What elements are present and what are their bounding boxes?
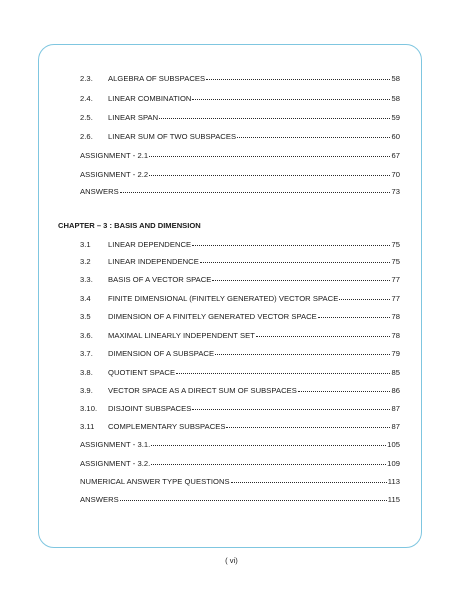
toc-entry[interactable] [80,439,400,451]
toc-entry-title: FINITE DIMENSIONAL (FINITELY GENERATED) VECTOR SPACE [108,294,339,303]
toc-entry-number: 3.2 [80,257,91,266]
dot-leader [339,299,390,300]
toc-entry[interactable] [80,330,400,342]
toc-entry-page: 85 [391,368,400,377]
toc-entry-page: 75 [391,257,400,266]
toc-entry-title: DISJOINT SUBSPACES [108,404,192,413]
toc-entry-title: DIMENSION OF A FINITELY GENERATED VECTOR SPACE [108,312,317,321]
toc-entry-page: 70 [391,170,400,179]
dot-leader [298,391,391,392]
dot-leader [200,262,391,263]
dot-leader [256,336,391,337]
toc-entry-title: ASSIGNMENT - 2.1 [80,151,149,160]
toc-entry-page: 105 [387,440,400,449]
toc-entry[interactable] [80,73,400,85]
dot-leader [192,99,390,100]
toc-entry-page: 58 [391,74,400,83]
dot-leader [192,409,390,410]
toc-entry[interactable] [80,311,400,323]
dot-leader [215,354,390,355]
dot-leader [176,373,390,374]
toc-entry[interactable] [80,169,400,181]
toc-entry-page: 87 [391,404,400,413]
toc-entry-number: 3.3. [80,275,93,284]
dot-leader [318,317,391,318]
toc-entry-title: MAXIMAL LINEARLY INDEPENDENT SET [108,331,255,340]
toc-entry[interactable] [80,458,400,470]
toc-entry-page: 87 [391,422,400,431]
toc-entry-number: 3.11 [80,422,95,431]
dot-leader [192,245,390,246]
dot-leader [149,175,390,176]
toc-entry[interactable] [80,112,400,124]
dot-leader [231,482,387,483]
toc-entry-page: 109 [387,459,400,468]
toc-entry-title: BASIS OF A VECTOR SPACE [108,275,212,284]
toc-entry-number: 2.4. [80,94,93,103]
toc-entry-page: 58 [391,94,400,103]
toc-entry-page: 77 [391,275,400,284]
toc-entry-title: ANSWERS [80,495,119,504]
toc-entry-page: 86 [391,386,400,395]
toc-entry[interactable] [80,494,400,506]
toc-entry-title: NUMERICAL ANSWER TYPE QUESTIONS [80,477,230,486]
toc-entry-title: ALGEBRA OF SUBSPACES [108,74,206,83]
toc-entry-number: 2.5. [80,113,93,122]
toc-entry-page: 78 [391,312,400,321]
toc-entry-page: 75 [391,240,400,249]
toc-entry-title: ASSIGNMENT - 3.1. [80,440,151,449]
dot-leader [212,280,390,281]
toc-entry[interactable] [80,476,400,488]
toc-entry-title: ASSIGNMENT - 3.2. [80,459,151,468]
toc-entry-page: 79 [391,349,400,358]
dot-leader [149,156,390,157]
toc-entry[interactable] [80,421,400,433]
toc-entry-page: 60 [391,132,400,141]
toc-entry-title: LINEAR SUM OF TWO SUBSPACES [108,132,237,141]
dot-leader [237,137,390,138]
toc-entry[interactable] [80,403,400,415]
toc-entry[interactable] [80,131,400,143]
page-number: ( vi) [225,556,238,565]
toc-entry[interactable] [80,239,400,251]
toc-entry-title: ASSIGNMENT - 2.2 [80,170,149,179]
toc-entry-number: 3.1 [80,240,91,249]
dot-leader [206,79,390,80]
toc-entry-number: 3.10. [80,404,98,413]
toc-entry-number: 2.3. [80,74,93,83]
toc-entry-page: 59 [391,113,400,122]
toc-entry-title: LINEAR SPAN [108,113,159,122]
toc-entry-page: 77 [391,294,400,303]
chapter-heading[interactable]: CHAPTER – 3 : BASIS AND DIMENSION [58,221,201,230]
toc-entry-title: LINEAR INDEPENDENCE [108,257,199,266]
toc-entry-title: LINEAR DEPENDENCE [108,240,192,249]
toc-entry-title: QUOTIENT SPACE [108,368,176,377]
toc-entry-number: 2.6. [80,132,93,141]
dot-leader [120,500,387,501]
toc-entry-number: 3.5 [80,312,91,321]
toc-entry[interactable] [80,150,400,162]
dot-leader [120,192,391,193]
toc-entry-number: 3.6. [80,331,93,340]
toc-entry[interactable] [80,274,400,286]
toc-entry-page: 67 [391,151,400,160]
dot-leader [226,427,390,428]
toc-entry-page: 115 [387,495,400,504]
toc-entry-number: 3.8. [80,368,93,377]
toc-entry[interactable] [80,186,400,198]
toc-entry-number: 3.4 [80,294,91,303]
toc-entry[interactable] [80,348,400,360]
toc-entry-title: ANSWERS [80,187,119,196]
toc-entry-title: COMPLEMENTARY SUBSPACES [108,422,226,431]
toc-entry[interactable] [80,293,400,305]
toc-entry-title: LINEAR COMBINATION [108,94,192,103]
toc-entry[interactable] [80,385,400,397]
toc-entry-title: VECTOR SPACE AS A DIRECT SUM OF SUBSPACES [108,386,297,395]
toc-entry[interactable] [80,256,400,268]
toc-entry-page: 78 [391,331,400,340]
toc-entry-page: 73 [391,187,400,196]
dot-leader [159,118,390,119]
toc-entry-title: DIMENSION OF A SUBSPACE [108,349,215,358]
toc-entry-number: 3.7. [80,349,93,358]
toc-entry-number: 3.9. [80,386,93,395]
dot-leader [151,464,386,465]
toc-entry-page: 113 [387,477,400,486]
dot-leader [151,445,386,446]
toc-entry[interactable] [80,367,400,379]
toc-entry[interactable] [80,93,400,105]
